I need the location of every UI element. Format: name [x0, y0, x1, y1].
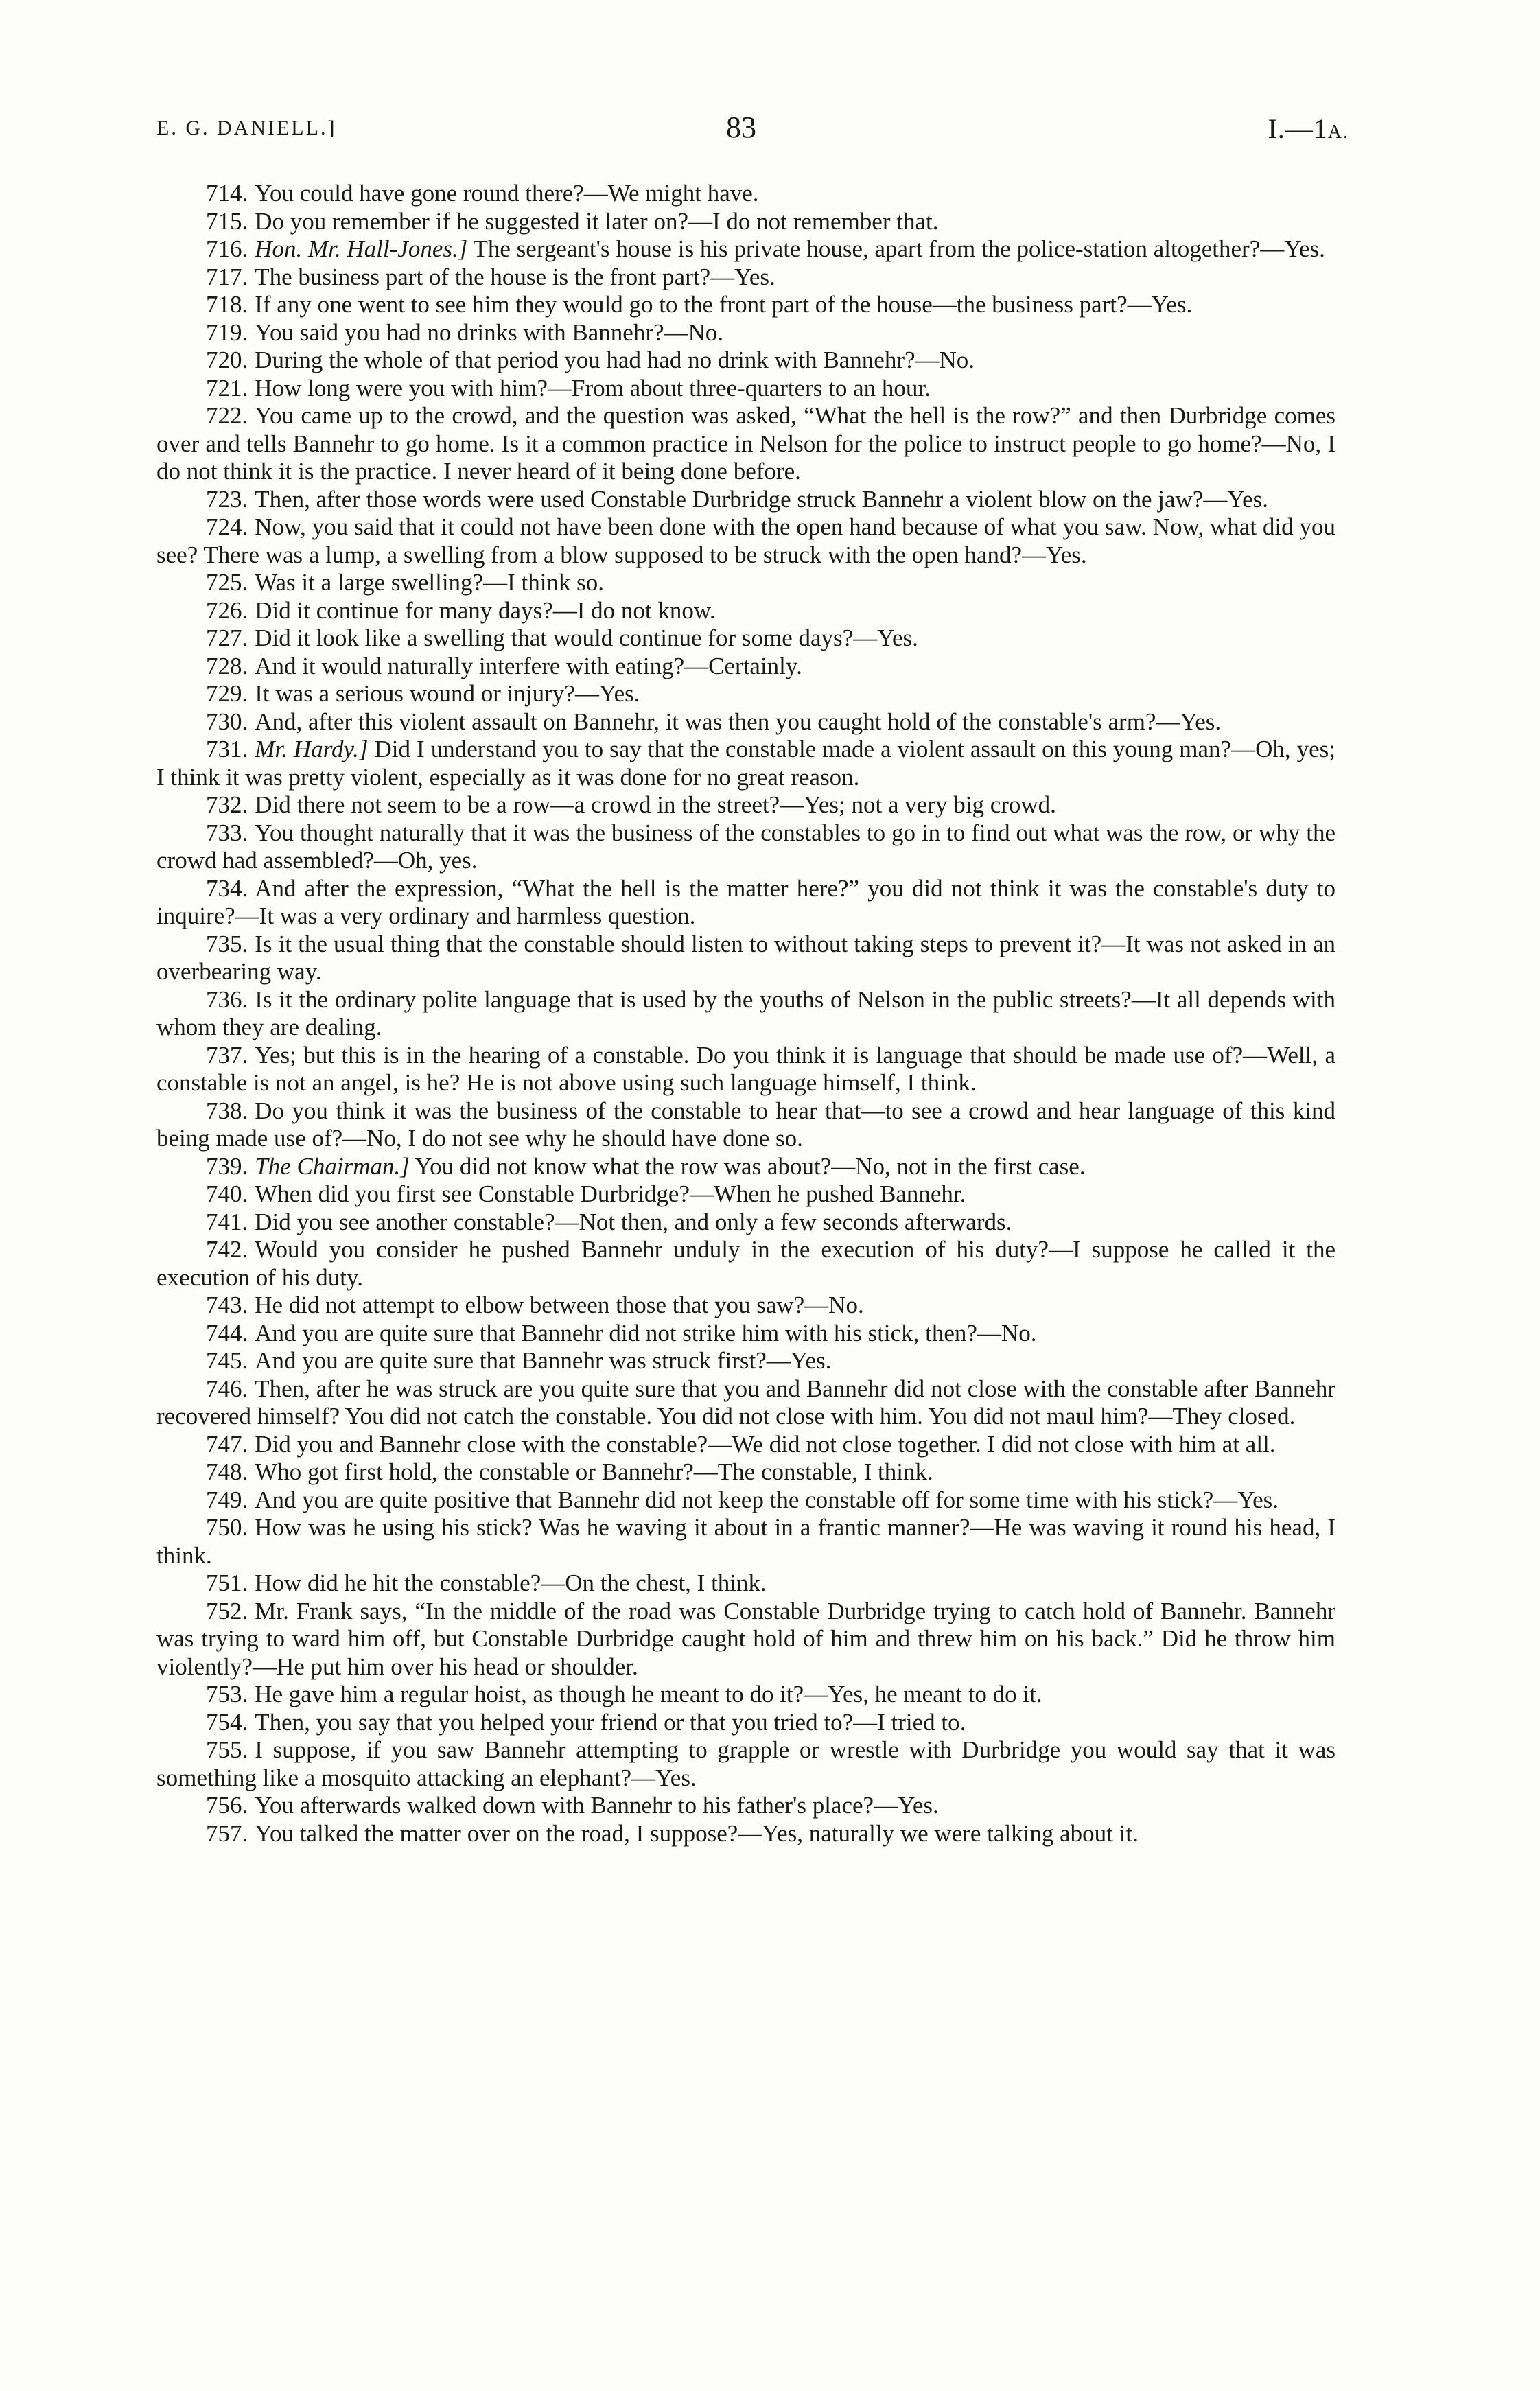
question-answer-text: Now, you said that it could not have been done with the open hand because of what you saw. Now, what did you see? There was a lump, a swelling from a blow supposed to be struck with the open hand?—Yes. — [156, 513, 1335, 568]
question-number: 721. — [206, 374, 248, 401]
question-answer-paragraph — [156, 931, 1335, 986]
question-number: 751. — [206, 1570, 248, 1596]
speaker-label: The Chairman.] — [255, 1152, 410, 1180]
question-answer-paragraph — [156, 1292, 1335, 1320]
question-answer-paragraph — [156, 791, 1335, 819]
question-number: 743. — [206, 1292, 248, 1318]
question-number: 750. — [206, 1514, 248, 1541]
paper-reference-main: I.—1 — [1268, 113, 1328, 144]
question-answer-paragraph — [156, 180, 1335, 208]
question-answer-text: And you are quite sure that Bannehr was struck first?—Yes. — [255, 1347, 832, 1374]
question-answer-text: It was a serious wound or injury?—Yes. — [255, 680, 640, 707]
question-answer-text: And you are quite sure that Bannehr did not strike him with his stick, then?—No. — [255, 1319, 1037, 1346]
question-answer-text: Do you think it was the business of the constable to hear that—to see a crowd and hear language of this kind being made use of?—No, I do not see why he should have done so. — [156, 1097, 1335, 1152]
question-answer-paragraph — [156, 708, 1335, 736]
question-number: 727. — [206, 625, 248, 651]
question-answer-text: Is it the usual thing that the constable should listen to without taking steps to prevent it?—It was not asked in an overbearing way. — [156, 930, 1335, 985]
question-answer-text: Then, you say that you helped your friend or that you tried to?—I tried to. — [255, 1708, 966, 1736]
question-number: 730. — [206, 708, 248, 735]
question-answer-paragraph — [156, 1153, 1335, 1181]
question-answer-text: Who got first hold, the constable or Bannehr?—The constable, I think. — [255, 1458, 933, 1485]
question-number: 715. — [206, 207, 248, 235]
question-answer-paragraph — [156, 1514, 1335, 1570]
question-answer-text: Do you remember if he suggested it later on?—I do not remember that. — [255, 207, 939, 235]
question-answer-text: Yes; but this is in the hearing of a constable. Do you think it is language that should be made use of?—Well, a constable is not an angel, is he? He is not above using such language himself, I think. — [156, 1041, 1335, 1096]
question-number: 739. — [206, 1152, 248, 1180]
question-answer-text: How long were you with him?—From about three-quarters to an hour. — [255, 374, 931, 401]
question-answer-text: Mr. Frank says, “In the middle of the road was Constable Durbridge trying to catch hold of Bannehr. Bannehr was trying to ward him off, but Constable Durbridge caught hold of him and threw him on his back.” Did he throw him violently?—He put him over his head or shoulder. — [156, 1597, 1335, 1680]
paper-reference-suffix: A. — [1327, 121, 1349, 143]
question-answer-paragraph — [156, 486, 1335, 514]
question-answer-paragraph — [156, 347, 1335, 375]
question-number: 733. — [206, 819, 248, 846]
question-answer-paragraph — [156, 819, 1335, 875]
question-answer-paragraph — [156, 1431, 1335, 1459]
question-number: 734. — [206, 874, 248, 902]
question-number: 749. — [206, 1486, 248, 1513]
question-answer-paragraph — [156, 1042, 1335, 1097]
question-number: 756. — [206, 1792, 248, 1819]
question-answer-paragraph — [156, 402, 1335, 486]
question-answer-text: You could have gone round there?—We might have. — [255, 180, 759, 207]
question-answer-text: How was he using his stick? Was he waving it about in a frantic manner?—He was waving it round his head, I think. — [156, 1514, 1335, 1569]
question-answer-paragraph — [156, 1236, 1335, 1292]
question-number: 740. — [206, 1180, 248, 1207]
question-answer-paragraph — [156, 1570, 1335, 1598]
question-answer-text: I suppose, if you saw Bannehr attempting to grapple or wrestle with Durbridge you would say that it was something like a mosquito attacking an elephant?—Yes. — [156, 1736, 1335, 1791]
question-number: 723. — [206, 485, 248, 513]
question-answer-paragraph — [156, 1180, 1335, 1209]
question-answer-text: And you are quite positive that Bannehr did not keep the constable off for some time with his stick?—Yes. — [255, 1486, 1279, 1513]
question-answer-paragraph — [156, 235, 1335, 264]
question-answer-text: How did he hit the constable?—On the chest, I think. — [255, 1570, 767, 1596]
question-number: 735. — [206, 930, 248, 957]
question-answer-paragraph — [156, 597, 1335, 625]
question-answer-paragraph — [156, 264, 1335, 292]
question-number: 755. — [206, 1736, 248, 1763]
question-number: 732. — [206, 791, 248, 818]
testimony-body — [156, 180, 1335, 1847]
question-answer-paragraph — [156, 680, 1335, 708]
question-number: 731. — [206, 736, 248, 762]
question-answer-text: Is it the ordinary polite language that is used by the youths of Nelson in the public streets?—It all depends with whom they are dealing. — [156, 985, 1335, 1040]
question-number: 745. — [206, 1347, 248, 1374]
question-answer-paragraph — [156, 1792, 1335, 1820]
question-answer-text: Did there not seem to be a row—a crowd in the street?—Yes; not a very big crowd. — [255, 791, 1056, 818]
question-answer-paragraph — [156, 375, 1335, 403]
page-header — [156, 110, 1349, 151]
question-number: 726. — [206, 596, 248, 624]
question-answer-text: Did I understand you to say that the constable made a violent assault on this young man?—Oh, yes; I think it was pretty violent, especially as it was done for no great reason. — [156, 736, 1336, 791]
question-answer-text: Did you see another constable?—Not then, and only a few seconds afterwards. — [255, 1208, 1012, 1235]
question-answer-text: Did it look like a swelling that would continue for some days?—Yes. — [255, 625, 918, 651]
question-number: 714. — [206, 180, 248, 207]
question-answer-paragraph — [156, 1458, 1335, 1486]
question-answer-text: The sergeant's house is his private house, apart from the police-station altogether?—Yes. — [473, 235, 1325, 262]
question-answer-paragraph — [156, 513, 1335, 569]
question-answer-text: You talked the matter over on the road, I suppose?—Yes, naturally we were talking about it. — [255, 1819, 1139, 1847]
paper-reference — [1268, 113, 1349, 145]
question-number: 716. — [206, 235, 248, 262]
question-answer-text: The business part of the house is the front part?—Yes. — [255, 263, 775, 290]
question-answer-text: He gave him a regular hoist, as though he meant to do it?—Yes, he meant to do it. — [255, 1681, 1042, 1707]
question-answer-paragraph — [156, 653, 1335, 681]
question-number: 737. — [206, 1041, 248, 1069]
question-answer-paragraph — [156, 1709, 1335, 1737]
question-answer-paragraph — [156, 319, 1335, 347]
question-answer-paragraph — [156, 986, 1335, 1042]
question-answer-text: Would you consider he pushed Bannehr unduly in the execution of his duty?—I suppose he called it the execution of his duty. — [156, 1236, 1335, 1291]
question-number: 753. — [206, 1681, 248, 1707]
question-number: 722. — [206, 402, 248, 429]
question-answer-paragraph — [156, 1347, 1335, 1375]
question-number: 728. — [206, 652, 248, 679]
speaker-label: Mr. Hardy.] — [255, 736, 369, 762]
question-answer-paragraph — [156, 1320, 1335, 1348]
question-answer-paragraph — [156, 1820, 1335, 1848]
question-answer-text: You afterwards walked down with Bannehr to his father's place?—Yes. — [255, 1792, 939, 1819]
question-number: 746. — [206, 1375, 248, 1402]
question-answer-paragraph — [156, 1375, 1335, 1431]
question-answer-text: And after the expression, “What the hell is the matter here?” you did not think it was the constable's duty to inquire?—It was a very ordinary and harmless question. — [156, 874, 1335, 929]
question-answer-paragraph — [156, 1097, 1335, 1153]
question-number: 719. — [206, 318, 248, 346]
question-number: 742. — [206, 1236, 248, 1263]
question-number: 729. — [206, 680, 248, 707]
question-number: 738. — [206, 1097, 248, 1124]
question-number: 747. — [206, 1430, 248, 1458]
question-answer-text: Then, after those words were used Constable Durbridge struck Bannehr a violent blow on the jaw?—Yes. — [255, 485, 1269, 513]
question-answer-paragraph — [156, 1736, 1335, 1792]
question-answer-text: And, after this violent assault on Bannehr, it was then you caught hold of the constable's arm?—Yes. — [255, 708, 1222, 735]
question-number: 718. — [206, 291, 248, 318]
question-number: 748. — [206, 1458, 248, 1485]
page-number: 83 — [726, 110, 756, 144]
question-answer-text: You thought naturally that it was the business of the constables to go in to find out what was the row, or why the crowd had assembled?—Oh, yes. — [156, 819, 1335, 874]
question-answer-paragraph — [156, 1486, 1335, 1515]
question-answer-text: You did not know what the row was about?—No, not in the first case. — [415, 1152, 1086, 1180]
question-answer-text: And it would naturally interfere with eating?—Certainly. — [255, 652, 802, 679]
question-answer-paragraph — [156, 291, 1335, 319]
question-answer-paragraph — [156, 1598, 1335, 1681]
question-number: 757. — [206, 1819, 248, 1847]
question-number: 717. — [206, 263, 248, 290]
question-number: 725. — [206, 569, 248, 596]
question-answer-paragraph — [156, 1681, 1335, 1709]
question-answer-text: You said you had no drinks with Bannehr?—No. — [255, 318, 724, 346]
question-answer-paragraph — [156, 875, 1335, 931]
question-number: 724. — [206, 513, 248, 540]
question-answer-text: When did you first see Constable Durbridge?—When he pushed Bannehr. — [255, 1180, 966, 1207]
question-number: 752. — [206, 1597, 248, 1624]
question-answer-paragraph — [156, 208, 1335, 236]
question-number: 736. — [206, 985, 248, 1013]
question-answer-text: He did not attempt to elbow between those that you saw?—No. — [255, 1292, 864, 1318]
question-answer-text: Then, after he was struck are you quite sure that you and Bannehr did not close with the constable after Bannehr recovered himself? You did not catch the constable. You did not close with him. You did not maul him?—They closed. — [156, 1375, 1335, 1430]
question-answer-paragraph — [156, 1209, 1335, 1237]
question-answer-text: During the whole of that period you had had no drink with Bannehr?—No. — [255, 347, 975, 373]
question-answer-text: Did it continue for many days?—I do not know. — [255, 596, 716, 624]
question-answer-paragraph — [156, 736, 1335, 791]
question-answer-paragraph — [156, 625, 1335, 653]
question-answer-paragraph — [156, 569, 1335, 597]
witness-name-header: E. G. DANIELL.] — [156, 117, 337, 139]
question-answer-text: Was it a large swelling?—I think so. — [255, 569, 605, 596]
question-number: 744. — [206, 1319, 248, 1346]
question-number: 754. — [206, 1708, 248, 1736]
question-answer-text: You came up to the crowd, and the question was asked, “What the hell is the row?” and then Durbridge comes over and tells Bannehr to go home. Is it a common practice in Nelson for the police to instruct people to go home?—No, I do not think it is the practice. I never heard of it being done before. — [156, 402, 1335, 485]
speaker-label: Hon. Mr. Hall-Jones.] — [255, 235, 468, 262]
question-answer-text: Did you and Bannehr close with the constable?—We did not close together. I did not close with him at all. — [255, 1430, 1276, 1458]
question-number: 720. — [206, 347, 248, 373]
question-number: 741. — [206, 1208, 248, 1235]
question-answer-text: If any one went to see him they would go to the front part of the house—the business part?—Yes. — [255, 291, 1193, 318]
